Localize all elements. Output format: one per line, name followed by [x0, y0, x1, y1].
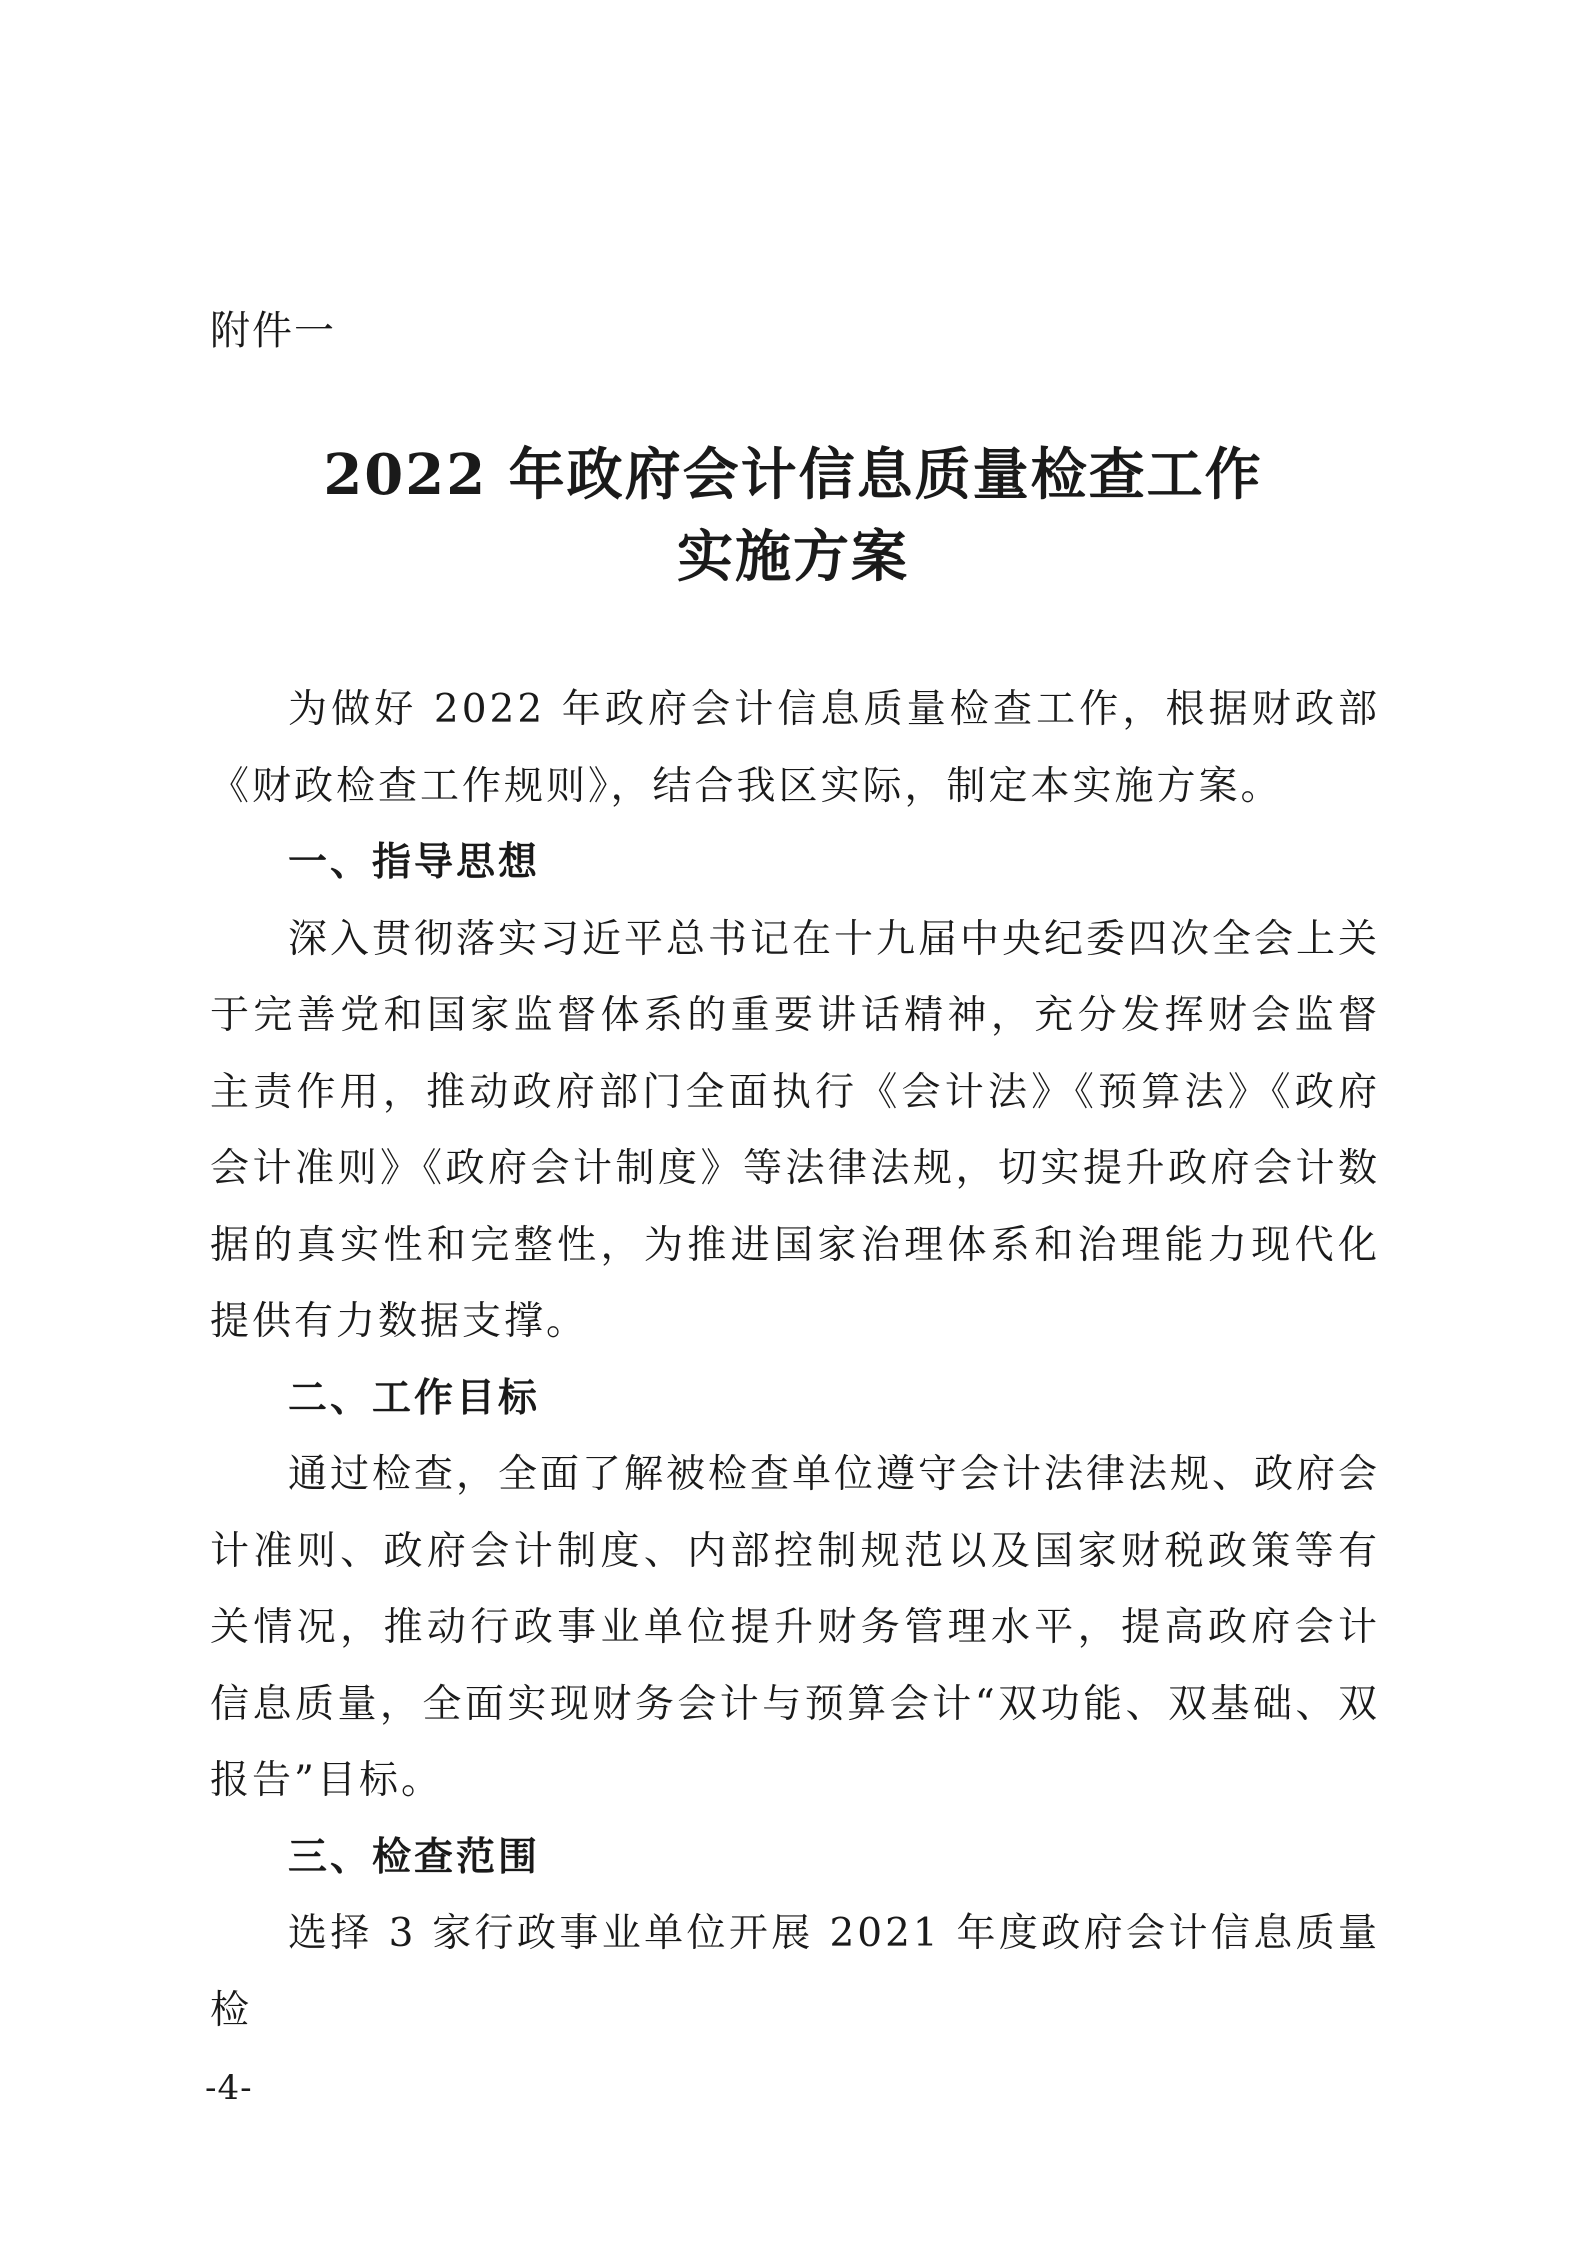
- document-body: [210, 672, 1380, 2049]
- document-title-line1: 2022 年政府会计信息质量检查工作: [323, 442, 1263, 508]
- attachment-label: 附件一: [210, 308, 336, 354]
- section-text-guiding-ideology: 深入贯彻落实习近平总书记在十九届中央纪委四次全会上关于完善党和国家监督体系的重要讲话精神，充分发挥财会监督主责作用，推动政府部门全面执行《会计法》《预算法》《政府会计准则》《政府会计制度》等法律法规，切实提升政府会计数据的真实性和完整性，为推进国家治理体系和治理能力现代化提供有力数据支撑。: [210, 916, 1381, 1344]
- section-heading-work-goals: 二、工作目标: [288, 1375, 541, 1421]
- section-heading-inspection-scope: 三、检查范围: [288, 1834, 541, 1880]
- intro-paragraph: 为做好 2022 年政府会计信息质量检查工作，根据财政部《财政检查工作规则》，结合我区实际，制定本实施方案。: [210, 687, 1380, 809]
- page-number: -4-: [205, 2068, 253, 2108]
- section-heading-guiding-ideology: 一、指导思想: [288, 840, 541, 885]
- section-text-work-goals: 通过检查，全面了解被检查单位遵守会计法律法规、政府会计准则、政府会计制度、内部控制规范以及国家财税政策等有关情况，推动行政事业单位提升财务管理水平，提高政府会计信息质量，全面实现财务会计与预算会计“双功能、双基础、双报告”目标。: [210, 1452, 1381, 1803]
- section-text-inspection-scope: 选择 3 家行政事业单位开展 2021 年度政府会计信息质量检: [210, 1911, 1380, 2033]
- document-title-line2: 实施方案: [677, 524, 909, 590]
